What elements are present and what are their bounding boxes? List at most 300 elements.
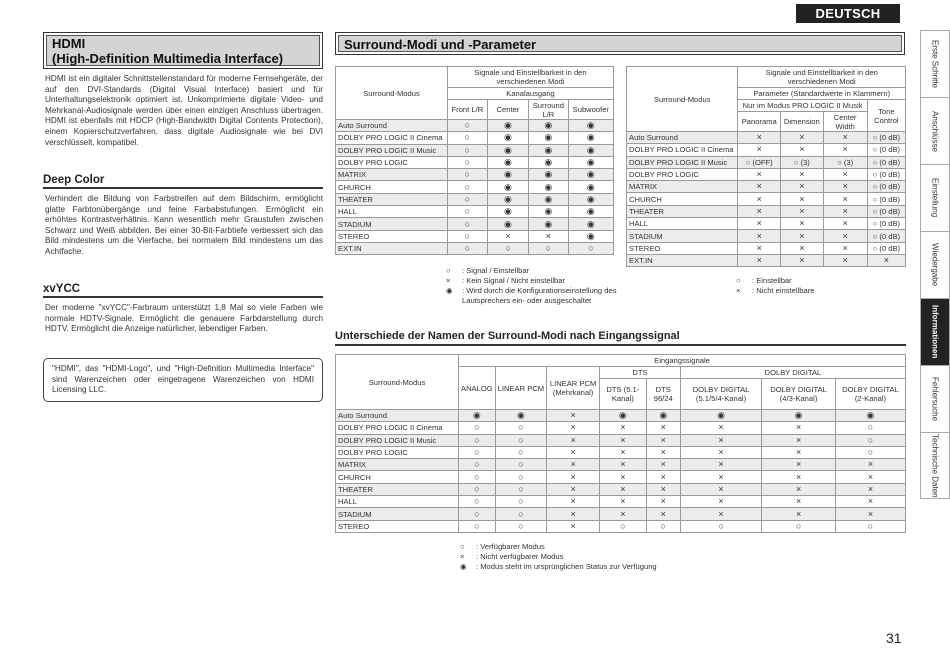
cell-symbol: ○: [529, 242, 569, 254]
cell-symbol: ×: [835, 496, 905, 508]
cell-symbol: ×: [762, 508, 836, 520]
cell-symbol: ○ (3): [780, 156, 823, 168]
cell-symbol: ×: [529, 230, 569, 242]
cell-symbol: ◉: [529, 132, 569, 144]
t3-row: [336, 496, 906, 508]
mode-name: DOLBY PRO LOGIC: [336, 446, 459, 458]
cell-symbol: ×: [680, 434, 761, 446]
sidebar-tab[interactable]: [920, 97, 950, 164]
cell-symbol: ○ (0 dB): [867, 144, 905, 156]
t2-row: [627, 156, 906, 168]
cell-symbol: ○: [835, 434, 905, 446]
t3-dd-col-header: DOLBY DIGITAL (2-Kanal): [835, 379, 905, 410]
t1-row: [336, 156, 614, 168]
legend-symbol: ○: [736, 276, 741, 285]
t3-top-header: Eingangssignale: [459, 355, 906, 367]
t3-row: [336, 434, 906, 446]
cell-symbol: ×: [547, 434, 600, 446]
cell-symbol: ○: [835, 520, 905, 532]
mode-name: STADIUM: [627, 230, 738, 242]
cell-symbol: ○: [447, 156, 487, 168]
t3-dd-col-header: DOLBY DIGITAL (5.1/5/4-Kanal): [680, 379, 761, 410]
t3-row: [336, 459, 906, 471]
cell-symbol: ○: [459, 508, 496, 520]
t3-row: [336, 471, 906, 483]
cell-symbol: ○ (0 dB): [867, 218, 905, 230]
mode-name: EXT.IN: [627, 254, 738, 266]
sidebar-tab-label: Fehlersuche: [930, 376, 940, 422]
t3-dd-header: DOLBY DIGITAL: [680, 367, 905, 379]
cell-symbol: ×: [823, 168, 867, 180]
t2-row: [627, 205, 906, 217]
cell-symbol: ×: [738, 205, 781, 217]
cell-symbol: ◉: [600, 410, 647, 422]
cell-symbol: ○: [459, 446, 496, 458]
t1-group-header: Kanalausgang: [447, 88, 613, 100]
cell-symbol: ○: [447, 242, 487, 254]
mode-name: MATRIX: [336, 169, 448, 181]
sidebar-tab[interactable]: [920, 30, 950, 97]
cell-symbol: ×: [600, 496, 647, 508]
mode-name: STEREO: [627, 242, 738, 254]
cell-symbol: ◉: [495, 410, 546, 422]
t1-col-header: Surround L/R: [529, 100, 569, 120]
cell-symbol: ◉: [762, 410, 836, 422]
cell-symbol: ○: [447, 181, 487, 193]
trademark-note: "HDMI", das "HDMI-Logo", und "High-Definition Multimedia Interface" sind Warenzeichen oder eingetragene Warenzeichen von HDMI Licensing LLC.: [43, 358, 323, 402]
cell-symbol: ○: [762, 520, 836, 532]
t1-row: [336, 144, 614, 156]
cell-symbol: ×: [600, 508, 647, 520]
mode-name: THEATER: [336, 483, 459, 495]
sidebar-tab-label: Technische Daten: [930, 433, 940, 498]
t3-dts-col-header: DTS 96/24: [646, 379, 680, 410]
t1-top-header: Signale und Einstellbarkeit in den verschiedenen Modi: [447, 67, 613, 88]
cell-symbol: ○: [459, 520, 496, 532]
xvycc-text: Der moderne "xvYCC"-Farbraum unterstützt 1,8 Mal so viele Farben wie normale HDTV-Signale. Ermöglicht die genauere Farbdarstellung durch HDTV. Ermöglicht die Anzeige natürlicher, lebendiger Farben.: [45, 303, 323, 334]
cell-symbol: ◉: [529, 181, 569, 193]
cell-symbol: ○: [600, 520, 647, 532]
t3-row: [336, 508, 906, 520]
cell-symbol: ○: [835, 446, 905, 458]
sidebar-tab-label: Erste Schritte: [930, 39, 940, 88]
cell-symbol: ×: [780, 242, 823, 254]
cell-symbol: ×: [646, 483, 680, 495]
legend-symbol: ○: [446, 266, 451, 275]
legend-text: : Einstellbar: [752, 276, 792, 285]
mode-name: STADIUM: [336, 508, 459, 520]
mode-name: HALL: [336, 496, 459, 508]
mode-name: Auto Surround: [627, 132, 738, 144]
cell-symbol: ◉: [568, 181, 613, 193]
hdmi-heading: [43, 32, 323, 69]
cell-symbol: ○: [495, 471, 546, 483]
parameter-table: [626, 66, 906, 267]
legend-text: : Modus steht im ursprünglichen Status zur Verfügung: [476, 562, 657, 571]
mode-name: THEATER: [336, 193, 448, 205]
cell-symbol: ×: [680, 508, 761, 520]
cell-symbol: ○: [646, 520, 680, 532]
mode-name: DOLBY PRO LOGIC II Cinema: [627, 144, 738, 156]
cell-symbol: ×: [600, 459, 647, 471]
t2-group-header: Parameter (Standardwerte in Klammern): [738, 88, 906, 100]
cell-symbol: ×: [646, 508, 680, 520]
cell-symbol: ◉: [680, 410, 761, 422]
mode-name: DOLBY PRO LOGIC: [336, 156, 448, 168]
cell-symbol: ×: [600, 471, 647, 483]
cell-symbol: ×: [680, 496, 761, 508]
mode-name: MATRIX: [336, 459, 459, 471]
t3-mode-header: Surround-Modus: [336, 355, 459, 410]
t2-col-header: Center Width: [823, 112, 867, 132]
cell-symbol: ◉: [529, 193, 569, 205]
cell-symbol: ◉: [529, 156, 569, 168]
sidebar-tab-label: Einstellung: [930, 178, 940, 218]
cell-symbol: ×: [780, 132, 823, 144]
sidebar-tab[interactable]: [920, 365, 950, 432]
cell-symbol: ×: [823, 193, 867, 205]
t1-col-header: Subwoofer: [568, 100, 613, 120]
t2-row: [627, 242, 906, 254]
cell-symbol: ×: [547, 483, 600, 495]
cell-symbol: ○ (0 dB): [867, 242, 905, 254]
legend-symbol: ○: [460, 542, 465, 551]
cell-symbol: ×: [680, 459, 761, 471]
cell-symbol: ×: [867, 254, 905, 266]
cell-symbol: ×: [738, 144, 781, 156]
cell-symbol: ○: [447, 218, 487, 230]
cell-symbol: ×: [680, 471, 761, 483]
hdmi-intro: HDMI ist ein digitaler Schnittstellenstandard für moderne Fernsehgeräte, der auf den DVI-Standards (Digital Visual Interface) basiert und für Unterhaltungselektronik optimiert ist. Unkomprimierte digitale Video- und Mehrkanal-Audiosignale werden über einen einzigen Anschluss übertragen. HDMI ist ebenfalls mit HDCP (High-Bandwidth Digital Contents Protection), einem Kopierschutzverfahren, dass digitale Audiosignale wie bei DVI verschlüsselt, kompatibel.: [45, 74, 323, 147]
cell-symbol: ○ (0 dB): [867, 205, 905, 217]
cell-symbol: ×: [780, 181, 823, 193]
t1-row: [336, 218, 614, 230]
cell-symbol: ◉: [487, 132, 528, 144]
t2-pl-header: Nur im Modus PRO LOGIC II Musik: [738, 100, 867, 112]
t1-row: [336, 169, 614, 181]
cell-symbol: ×: [835, 459, 905, 471]
hdmi-heading-line1: HDMI: [52, 36, 86, 51]
deep-color-heading: Deep Color: [43, 174, 323, 189]
t2-row: [627, 181, 906, 193]
hdmi-heading-line2: (High-Definition Multimedia Interface): [52, 51, 284, 66]
t1-row: [336, 132, 614, 144]
legend-parameters: [736, 276, 896, 296]
t1-row: [336, 206, 614, 218]
mode-name: DOLBY PRO LOGIC: [627, 168, 738, 180]
cell-symbol: ○: [835, 422, 905, 434]
t2-tone-header: Tone Control: [867, 100, 905, 132]
t2-row: [627, 193, 906, 205]
cell-symbol: ○: [447, 193, 487, 205]
cell-symbol: ×: [680, 483, 761, 495]
names-heading: Unterschiede der Namen der Surround-Modi nach Eingangssignal: [335, 330, 906, 346]
cell-symbol: ×: [780, 144, 823, 156]
cell-symbol: ◉: [568, 193, 613, 205]
cell-symbol: ◉: [487, 144, 528, 156]
mode-name: HALL: [336, 206, 448, 218]
cell-symbol: ○: [447, 230, 487, 242]
cell-symbol: ○: [495, 496, 546, 508]
cell-symbol: ○: [495, 422, 546, 434]
language-label: DEUTSCH: [796, 4, 900, 23]
legend-symbol: ×: [736, 286, 741, 295]
xvycc-heading: xvYCC: [43, 283, 323, 298]
mode-name: DOLBY PRO LOGIC II Music: [336, 434, 459, 446]
cell-symbol: ×: [738, 168, 781, 180]
legend-text: : Verfügbarer Modus: [476, 542, 545, 551]
cell-symbol: ×: [680, 422, 761, 434]
mode-name: MATRIX: [627, 181, 738, 193]
cell-symbol: ○: [495, 446, 546, 458]
cell-symbol: ×: [646, 422, 680, 434]
cell-symbol: ×: [738, 230, 781, 242]
cell-symbol: ×: [762, 496, 836, 508]
t1-row: [336, 242, 614, 254]
cell-symbol: ×: [823, 132, 867, 144]
cell-symbol: ×: [823, 242, 867, 254]
cell-symbol: ×: [547, 520, 600, 532]
cell-symbol: ○: [495, 459, 546, 471]
cell-symbol: ×: [762, 483, 836, 495]
cell-symbol: ◉: [835, 410, 905, 422]
sidebar-tab[interactable]: [920, 298, 950, 365]
cell-symbol: ×: [835, 483, 905, 495]
cell-symbol: ×: [547, 471, 600, 483]
t1-mode-header: Surround-Modus: [336, 67, 448, 120]
cell-symbol: ×: [780, 218, 823, 230]
cell-symbol: ○: [680, 520, 761, 532]
legend-item: [460, 562, 720, 572]
cell-symbol: ○ (0 dB): [867, 230, 905, 242]
cell-symbol: ×: [762, 422, 836, 434]
cell-symbol: ×: [823, 205, 867, 217]
cell-symbol: ×: [823, 218, 867, 230]
mode-name: CHURCH: [627, 193, 738, 205]
t2-row: [627, 168, 906, 180]
t1-row: [336, 120, 614, 132]
mode-name: STEREO: [336, 230, 448, 242]
sidebar-tab[interactable]: [920, 231, 950, 298]
mode-name: CHURCH: [336, 181, 448, 193]
legend-symbol: ×: [446, 276, 451, 285]
cell-symbol: ○: [447, 120, 487, 132]
t2-row: [627, 230, 906, 242]
t3-row: [336, 520, 906, 532]
cell-symbol: ◉: [487, 156, 528, 168]
cell-symbol: ○: [459, 422, 496, 434]
t2-mode-header: Surround-Modus: [627, 67, 738, 132]
cell-symbol: ×: [547, 410, 600, 422]
mode-name: STEREO: [336, 520, 459, 532]
cell-symbol: ×: [780, 230, 823, 242]
cell-symbol: ×: [547, 446, 600, 458]
cell-symbol: ○: [568, 242, 613, 254]
cell-symbol: ○: [459, 434, 496, 446]
cell-symbol: ◉: [487, 169, 528, 181]
cell-symbol: ◉: [568, 218, 613, 230]
cell-symbol: ×: [680, 446, 761, 458]
cell-symbol: ○: [447, 169, 487, 181]
cell-symbol: ×: [547, 496, 600, 508]
mode-name: DOLBY PRO LOGIC II Music: [336, 144, 448, 156]
mode-name: THEATER: [627, 205, 738, 217]
cell-symbol: ○ (0 dB): [867, 168, 905, 180]
cell-symbol: ×: [738, 181, 781, 193]
t2-row: [627, 144, 906, 156]
cell-symbol: ○ (0 dB): [867, 156, 905, 168]
cell-symbol: ◉: [487, 193, 528, 205]
cell-symbol: ×: [762, 434, 836, 446]
t1-col-header: Center: [487, 100, 528, 120]
legend-item: [446, 276, 621, 286]
t3-row: [336, 410, 906, 422]
legend-channel-output: [446, 266, 621, 306]
cell-symbol: ◉: [529, 206, 569, 218]
cell-symbol: ×: [835, 508, 905, 520]
cell-symbol: ○ (0 dB): [867, 181, 905, 193]
t3-dts-header: DTS: [600, 367, 681, 379]
cell-symbol: ○ (0 dB): [867, 132, 905, 144]
mode-name: EXT.IN: [336, 242, 448, 254]
mode-name: Auto Surround: [336, 120, 448, 132]
cell-symbol: ×: [780, 193, 823, 205]
deep-color-text: Verhindert die Bildung von Farbstreifen auf dem Bildschirm, ermöglicht glatte Farbtonübergänge und feine Farbabstufungen. Ermöglicht ein erhöhtes Kontrastverhältnis. Kann wesentlich mehr Graustufen zwischen Schwarz und Weiß abbilden. Bei einer 30-Bit-Farbtiefe verbessert sich das Bild mindestens um die Vierfache, bei normalem Bild mindestens um das Achtfache.: [45, 194, 323, 256]
mode-name: Auto Surround: [336, 410, 459, 422]
mode-name: HALL: [627, 218, 738, 230]
cell-symbol: ◉: [487, 218, 528, 230]
cell-symbol: ○ (0 dB): [867, 193, 905, 205]
cell-symbol: ◉: [529, 120, 569, 132]
t3-row: [336, 446, 906, 458]
legend-input-signals: [460, 542, 720, 572]
cell-symbol: ◉: [568, 156, 613, 168]
t1-row: [336, 230, 614, 242]
legend-text: : Signal / Einstellbar: [462, 266, 530, 275]
legend-item: [460, 552, 720, 562]
cell-symbol: ◉: [568, 230, 613, 242]
cell-symbol: ◉: [568, 120, 613, 132]
sidebar-tab-label: Informationen: [930, 305, 940, 359]
cell-symbol: ○: [447, 132, 487, 144]
cell-symbol: ◉: [487, 181, 528, 193]
cell-symbol: ◉: [646, 410, 680, 422]
cell-symbol: ×: [823, 230, 867, 242]
cell-symbol: ○: [495, 483, 546, 495]
cell-symbol: ◉: [529, 218, 569, 230]
cell-symbol: ◉: [487, 120, 528, 132]
surround-heading: Surround-Modi und -Parameter: [335, 32, 905, 55]
t3-analog-header: ANALOG: [459, 367, 496, 410]
cell-symbol: ◉: [568, 206, 613, 218]
sidebar-tab[interactable]: [920, 164, 950, 231]
cell-symbol: ×: [600, 422, 647, 434]
sidebar-tab-label: Wiedergabe: [930, 243, 940, 287]
t3-dd-col-header: DOLBY DIGITAL (4/3-Kanal): [762, 379, 836, 410]
cell-symbol: ×: [600, 434, 647, 446]
cell-symbol: ×: [646, 446, 680, 458]
cell-symbol: ×: [738, 218, 781, 230]
cell-symbol: ×: [547, 422, 600, 434]
cell-symbol: ◉: [529, 144, 569, 156]
cell-symbol: ○: [447, 206, 487, 218]
cell-symbol: ○: [495, 434, 546, 446]
cell-symbol: ×: [780, 254, 823, 266]
legend-text: : Wird durch die Konfigurationseinstellung des Lautsprechers ein- oder ausgeschaltet: [462, 286, 617, 305]
cell-symbol: ×: [738, 132, 781, 144]
cell-symbol: ○: [459, 459, 496, 471]
cell-symbol: ○ (3): [823, 156, 867, 168]
sidebar-tab[interactable]: [920, 432, 950, 499]
t2-col-header: Dimension: [780, 112, 823, 132]
cell-symbol: ×: [547, 459, 600, 471]
cell-symbol: ×: [823, 144, 867, 156]
t2-top-header: Signale und Einstellbarkeit in den verschiedenen Modi: [738, 67, 906, 88]
cell-symbol: ○: [495, 520, 546, 532]
t3-lpcm-header: LINEAR PCM: [495, 367, 546, 410]
cell-symbol: ×: [646, 471, 680, 483]
cell-symbol: ◉: [529, 169, 569, 181]
legend-symbol: ◉: [446, 286, 453, 295]
t2-row: [627, 132, 906, 144]
cell-symbol: ×: [835, 471, 905, 483]
cell-symbol: ○: [459, 483, 496, 495]
legend-symbol: ×: [460, 552, 465, 561]
t2-row: [627, 218, 906, 230]
t3-row: [336, 422, 906, 434]
t2-row: [627, 254, 906, 266]
cell-symbol: ×: [738, 254, 781, 266]
legend-symbol: ◉: [460, 562, 467, 571]
cell-symbol: ×: [547, 508, 600, 520]
cell-symbol: ○: [487, 242, 528, 254]
cell-symbol: ○: [495, 508, 546, 520]
legend-item: [446, 266, 621, 276]
mode-name: DOLBY PRO LOGIC II Cinema: [336, 422, 459, 434]
t3-dts-col-header: DTS (5.1-Kanal): [600, 379, 647, 410]
cell-symbol: ×: [646, 496, 680, 508]
sidebar-tab-label: Anschlüsse: [930, 110, 940, 152]
input-signal-table: [335, 354, 906, 533]
cell-symbol: ×: [738, 242, 781, 254]
cell-symbol: ◉: [568, 132, 613, 144]
cell-symbol: ×: [823, 181, 867, 193]
cell-symbol: ×: [823, 254, 867, 266]
cell-symbol: ○ (OFF): [738, 156, 781, 168]
cell-symbol: ×: [646, 459, 680, 471]
legend-item: [460, 542, 720, 552]
t3-lpcm-multi-header: LINEAR PCM (Mehrkanal): [547, 367, 600, 410]
cell-symbol: ×: [600, 446, 647, 458]
cell-symbol: ◉: [459, 410, 496, 422]
legend-text: : Nicht verfügbarer Modus: [476, 552, 564, 561]
cell-symbol: ×: [600, 483, 647, 495]
mode-name: STADIUM: [336, 218, 448, 230]
t1-col-header: Front L/R: [447, 100, 487, 120]
cell-symbol: ×: [738, 193, 781, 205]
mode-name: DOLBY PRO LOGIC II Music: [627, 156, 738, 168]
legend-item: [736, 276, 896, 286]
cell-symbol: ◉: [568, 169, 613, 181]
cell-symbol: ○: [447, 144, 487, 156]
t3-row: [336, 483, 906, 495]
cell-symbol: ×: [780, 205, 823, 217]
t1-row: [336, 193, 614, 205]
page-number: 31: [886, 630, 902, 646]
legend-text: : Kein Signal / Nicht einstellbar: [462, 276, 565, 285]
section-tabs: [920, 30, 950, 499]
cell-symbol: ×: [762, 471, 836, 483]
